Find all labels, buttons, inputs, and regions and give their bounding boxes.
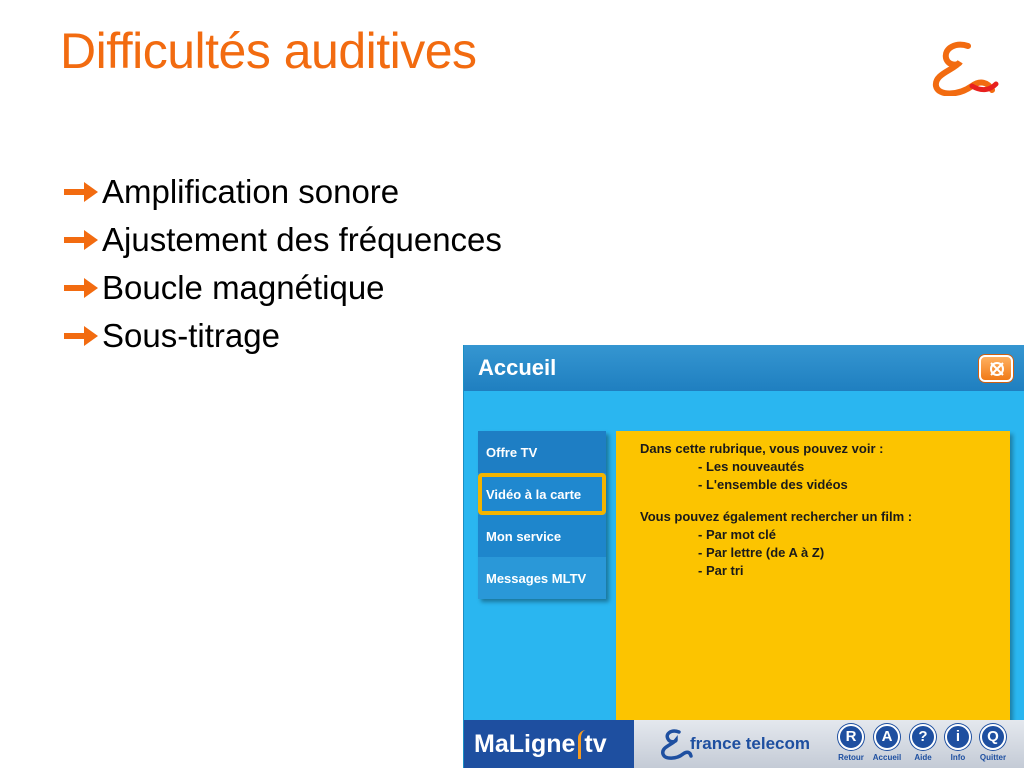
close-icon bbox=[988, 360, 1006, 378]
retour-button[interactable] bbox=[833, 724, 869, 762]
menu-item-video-a-la-carte[interactable]: Vidéo à la carte bbox=[478, 473, 606, 515]
panel-line: - Par mot clé bbox=[698, 527, 777, 542]
panel-line: - Les nouveautés bbox=[698, 459, 805, 474]
bullet-item bbox=[60, 312, 502, 360]
nav-label: Accueil bbox=[872, 753, 902, 762]
operator-name: france telecom bbox=[690, 734, 810, 753]
main-menu bbox=[478, 431, 606, 599]
quitter-button[interactable] bbox=[975, 724, 1011, 762]
close-button[interactable] bbox=[979, 355, 1013, 382]
retour-icon: R bbox=[838, 724, 864, 750]
menu-item-messages-mltv[interactable]: Messages MLTV bbox=[478, 557, 606, 599]
menu-item-mon-service[interactable]: Mon service bbox=[478, 515, 606, 557]
panel-line: Dans cette rubrique, vous pouvez voir : bbox=[640, 441, 884, 456]
info-icon: i bbox=[945, 724, 971, 750]
bullet-item bbox=[60, 264, 502, 312]
slide-title: Difficultés auditives bbox=[60, 23, 477, 79]
accueil-icon: A bbox=[874, 724, 900, 750]
bullet-text: Ajustement des fréquences bbox=[102, 221, 502, 258]
bullet-item bbox=[60, 168, 502, 216]
bullet-text: Boucle magnétique bbox=[102, 269, 385, 306]
info-panel bbox=[616, 431, 1010, 737]
arrow-right-icon bbox=[60, 273, 102, 303]
screen-title: Accueil bbox=[478, 355, 557, 380]
bullet-list bbox=[60, 168, 502, 360]
maligne-tv-logo bbox=[464, 720, 634, 768]
nav-label: Aide bbox=[914, 753, 932, 762]
arrow-right-icon bbox=[60, 177, 102, 207]
arrow-right-icon bbox=[60, 321, 102, 351]
bullet-text: Sous-titrage bbox=[102, 317, 280, 354]
screen-header bbox=[464, 345, 1024, 391]
panel-line: - Par tri bbox=[698, 563, 744, 578]
help-icon: ? bbox=[910, 724, 936, 750]
nav-label: Quitter bbox=[979, 753, 1007, 762]
accueil-button[interactable] bbox=[869, 724, 905, 762]
bottom-bar bbox=[464, 720, 1024, 768]
panel-line: - L'ensemble des vidéos bbox=[698, 477, 848, 492]
tv-screen-screenshot bbox=[463, 345, 1024, 768]
bullet-text: Amplification sonore bbox=[102, 173, 400, 210]
nav-label: Retour bbox=[838, 753, 864, 762]
info-button[interactable] bbox=[940, 724, 976, 762]
brand-name: MaLigne bbox=[474, 729, 576, 758]
panel-line: Vous pouvez également rechercher un film : bbox=[640, 509, 913, 524]
menu-item-offre-tv[interactable]: Offre TV bbox=[478, 431, 606, 473]
bullet-item bbox=[60, 216, 502, 264]
france-telecom-logo-icon bbox=[928, 40, 1000, 96]
panel-line: - Par lettre (de A à Z) bbox=[698, 545, 825, 560]
brand-tv: tv bbox=[578, 730, 606, 759]
nav-label: Info bbox=[950, 753, 966, 762]
aide-button[interactable] bbox=[905, 724, 941, 762]
arrow-right-icon bbox=[60, 225, 102, 255]
quit-icon: Q bbox=[980, 724, 1006, 750]
france-telecom-amp-icon bbox=[659, 728, 693, 760]
